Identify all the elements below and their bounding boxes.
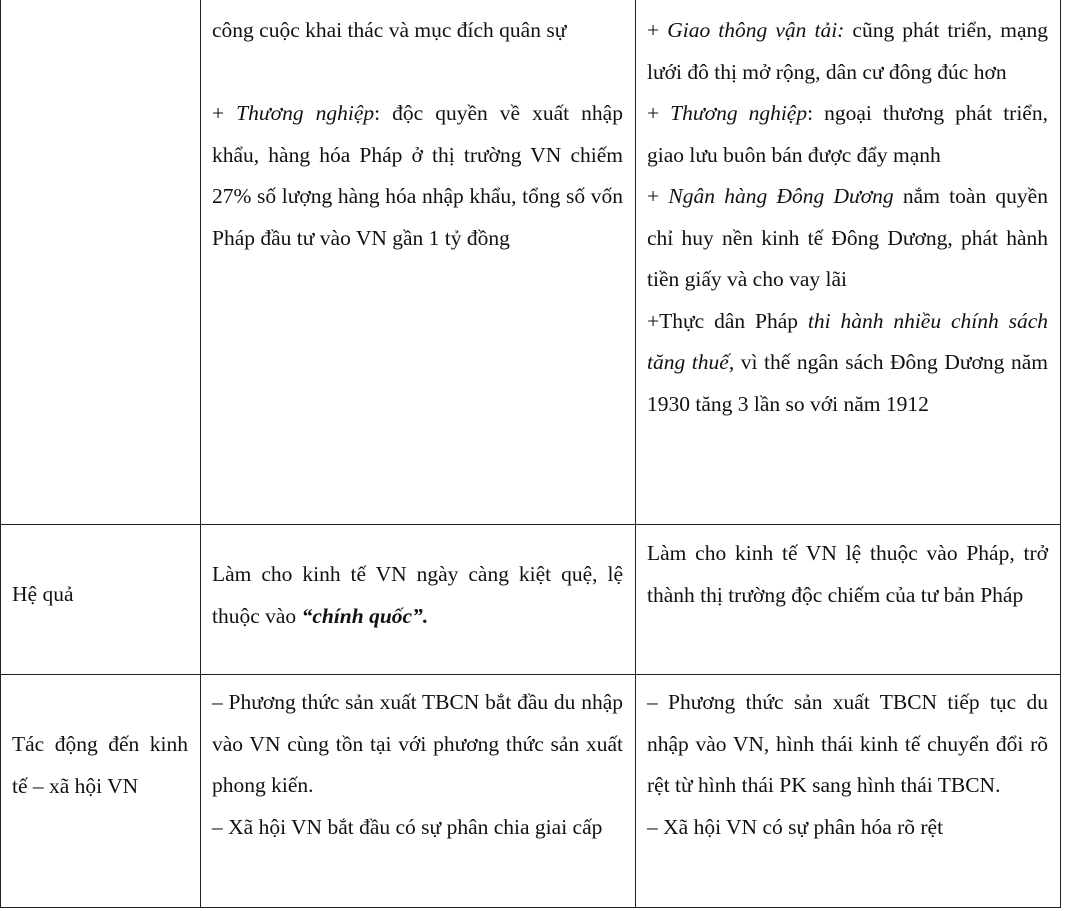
table-border-bottom — [0, 907, 1061, 908]
trade-text: : ngoại thương phát triển, giao lưu buôn bán được đẩy mạnh — [647, 101, 1048, 167]
row-3-col1-p2: – Xã hội VN bắt đầu có sự phân chia giai cấp — [212, 814, 603, 839]
row-3-col2-p2: – Xã hội VN có sự phân hóa rõ rệt — [647, 814, 944, 839]
consequence-text: Làm cho kinh tế VN ngày càng kiệt quệ, lệ thuộc vào — [212, 562, 623, 628]
row-2-col2-text: Làm cho kinh tế VN lệ thuộc vào Pháp, trở thành thị trường độc chiếm của tư bản Pháp — [647, 541, 1048, 607]
row-3-col2-cell — [647, 682, 1048, 848]
row-1-col2-cell — [647, 10, 1048, 425]
tax-label: thi hành nhiều chính sách tăng thuế — [647, 308, 1049, 374]
transport-label: Giao thông vận tải: — [667, 18, 845, 42]
tax-text: , vì thế ngân sách Đông Dương năm 1930 tăng 3 lần so với năm 1912 — [647, 350, 1048, 416]
bank-label: Ngân hàng Đông Dương — [668, 184, 894, 208]
table-border-right — [1060, 0, 1061, 908]
row-1-col1-trade — [212, 93, 623, 259]
row-3-label-cell — [12, 724, 188, 807]
bank-text: nắm toàn quyền chỉ huy nền kinh tế Đông Dương, phát hành tiền giấy và cho vay lãi — [647, 184, 1048, 291]
bullet-prefix: + — [212, 101, 237, 125]
consequence-emphasis: “chính quốc”. — [301, 603, 429, 628]
row-3-col1-cell — [212, 682, 623, 848]
row-3-label: Tác động đến kinh tế – xã hội VN — [12, 732, 188, 798]
bullet-prefix: + — [647, 184, 669, 208]
row-2-label-cell — [12, 574, 192, 616]
trade-text: : độc quyền về xuất nhập khẩu, hàng hóa Pháp ở thị trường VN chiếm 27% số lượng hàng hóa nhập khẩu, tổng số vốn Pháp đầu tư vào VN gần 1 tỷ đồng — [212, 101, 623, 250]
bullet-prefix: + — [647, 18, 668, 42]
row-1-col2-trade — [647, 93, 1048, 176]
row-2-label: Hệ quả — [12, 582, 74, 606]
row-2-col1-cell — [212, 554, 623, 637]
tax-prefix: +Thực dân Pháp — [647, 308, 808, 333]
blank-line — [212, 52, 623, 94]
row-1-col1-line1: công cuộc khai thác và mục đích quân sự — [212, 18, 567, 42]
trade-label: Thương nghiệp — [236, 101, 375, 125]
table-border-col1 — [200, 0, 201, 908]
row-3-col2-p1: – Phương thức sản xuất TBCN tiếp tục du nhập vào VN, hình thái kinh tế chuyển đổi rõ rệt từ hình thái PK sang hình thái TBCN. — [647, 690, 1048, 797]
row-1-col1-cell — [212, 10, 623, 259]
row-2-col2-cell — [647, 533, 1048, 616]
row-2-col1-text — [212, 554, 623, 637]
row-divider-2 — [0, 674, 1061, 675]
row-1-col2-bank — [647, 176, 1048, 301]
row-1-col2-transport — [647, 10, 1048, 93]
transport-text: cũng phát triển, mạng lưới đô thị mở rộng, dân cư đông đúc hơn — [647, 18, 1048, 84]
row-3-col1-p1: – Phương thức sản xuất TBCN bắt đầu du nhập vào VN cùng tồn tại với phương thức sản xuất phong kiến. — [212, 690, 623, 797]
trade-label: Thương nghiệp — [670, 101, 808, 125]
row-divider-1 — [0, 524, 1061, 525]
row-1-label-cell — [1, 0, 200, 524]
bullet-prefix: + — [647, 101, 671, 125]
table-border-col2 — [635, 0, 636, 908]
row-1-col2-tax — [647, 301, 1048, 426]
